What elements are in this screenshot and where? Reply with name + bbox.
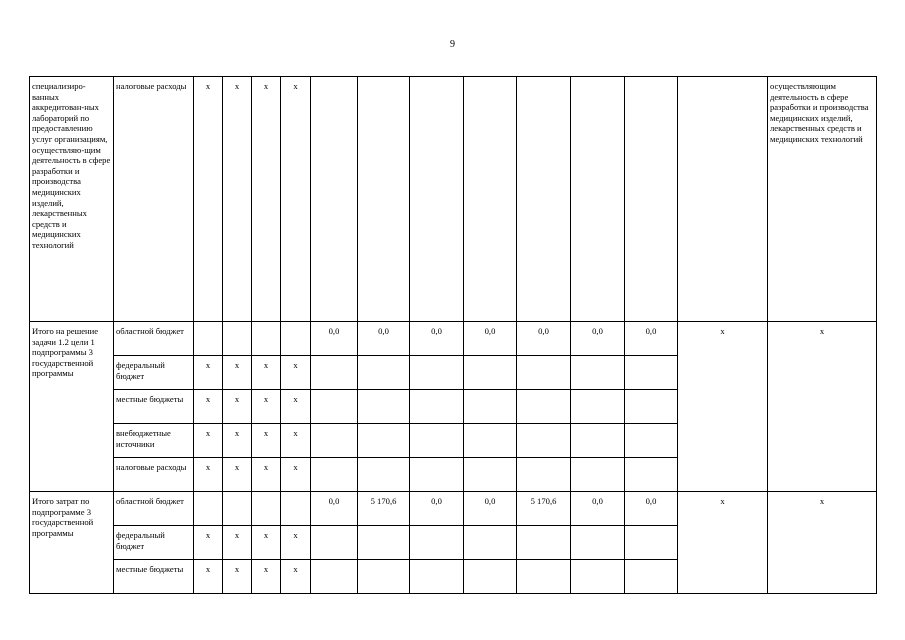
value-cell [625, 458, 678, 492]
value-cell: 0,0 [311, 492, 358, 526]
x-mark-cell: x [194, 390, 223, 424]
value-cell [358, 356, 410, 390]
x-mark-cell: x [194, 77, 223, 322]
value-cell [358, 77, 410, 322]
x-mark-cell: x [223, 390, 252, 424]
value-cell [517, 390, 571, 424]
value-cell [517, 356, 571, 390]
x-mark-cell [281, 322, 311, 356]
table-row-specialized-labs [30, 77, 877, 322]
value-cell [571, 424, 625, 458]
value-cell [464, 526, 517, 560]
x-mark-cell: x [252, 458, 281, 492]
value-cell [517, 424, 571, 458]
value-cell [410, 424, 464, 458]
funding-source-cell: местные бюджеты [114, 560, 194, 594]
value-cell: 0,0 [358, 322, 410, 356]
x-mark-cell: x [678, 492, 768, 594]
value-cell [311, 526, 358, 560]
value-cell [571, 526, 625, 560]
value-cell [410, 77, 464, 322]
value-cell [311, 356, 358, 390]
value-cell [571, 390, 625, 424]
budget-table [29, 76, 877, 594]
value-cell [410, 526, 464, 560]
funding-source-cell: областной бюджет [114, 492, 194, 526]
x-mark-cell [223, 322, 252, 356]
measure-name-cell: специализиро-ванных аккредитован-ных лабораторий по предоставлению услуг организациям, осуществляю-щим деятельность в сфере разработки и производства медицинских изделий, лекарственных средств и медицинских технологий [30, 77, 114, 322]
value-cell [311, 424, 358, 458]
value-cell: 0,0 [464, 322, 517, 356]
value-cell [625, 77, 678, 322]
value-cell [358, 526, 410, 560]
x-mark-cell [252, 492, 281, 526]
page-number: 9 [450, 39, 455, 50]
value-cell [358, 458, 410, 492]
value-cell: 5 170,6 [358, 492, 410, 526]
value-cell [571, 458, 625, 492]
x-mark-cell [252, 322, 281, 356]
value-cell [464, 77, 517, 322]
value-cell [464, 390, 517, 424]
x-mark-cell: x [194, 560, 223, 594]
x-mark-cell: x [281, 356, 311, 390]
value-cell [625, 526, 678, 560]
value-cell [625, 390, 678, 424]
x-mark-cell: x [194, 356, 223, 390]
funding-source-cell: федеральный бюджет [114, 356, 194, 390]
table-row-task-total [30, 322, 877, 356]
x-mark-cell [194, 322, 223, 356]
x-mark-cell: x [223, 560, 252, 594]
x-mark-cell: x [281, 526, 311, 560]
x-mark-cell: x [281, 390, 311, 424]
x-mark-cell: x [768, 322, 877, 492]
funding-source-cell: налоговые расходы [114, 77, 194, 322]
value-cell [517, 458, 571, 492]
value-cell [358, 560, 410, 594]
funding-source-cell: налоговые расходы [114, 458, 194, 492]
value-cell [464, 458, 517, 492]
value-cell [311, 560, 358, 594]
x-mark-cell: x [252, 356, 281, 390]
value-cell [410, 390, 464, 424]
value-cell: 0,0 [571, 492, 625, 526]
value-cell [464, 424, 517, 458]
x-mark-cell: x [281, 458, 311, 492]
value-cell [571, 560, 625, 594]
x-mark-cell: x [223, 424, 252, 458]
result-cell: осуществляющим деятельность в сфере разработки и производства медицинских изделий, лекарственных средств и медицинских технологий [768, 77, 877, 322]
value-cell [410, 356, 464, 390]
value-cell: 0,0 [410, 492, 464, 526]
x-mark-cell: x [194, 424, 223, 458]
value-cell [625, 424, 678, 458]
value-cell [464, 560, 517, 594]
x-mark-cell: x [252, 560, 281, 594]
x-mark-cell: x [194, 526, 223, 560]
x-mark-cell: x [223, 458, 252, 492]
funding-source-cell: федеральный бюджет [114, 526, 194, 560]
task-total-name-cell: Итого на решение задачи 1.2 цели 1 подпрограммы 3 государственной программы [30, 322, 114, 492]
value-cell [410, 458, 464, 492]
x-mark-cell [223, 492, 252, 526]
value-cell [358, 390, 410, 424]
value-cell: 0,0 [571, 322, 625, 356]
table-row-program-total [30, 492, 877, 526]
x-mark-cell: x [281, 77, 311, 322]
x-mark-cell [281, 492, 311, 526]
value-cell [517, 77, 571, 322]
x-mark-cell: x [768, 492, 877, 594]
x-mark-cell: x [223, 526, 252, 560]
x-mark-cell [194, 492, 223, 526]
value-cell: 0,0 [410, 322, 464, 356]
x-mark-cell: x [223, 77, 252, 322]
x-mark-cell: x [252, 77, 281, 322]
value-cell [410, 560, 464, 594]
value-cell: 0,0 [464, 492, 517, 526]
value-cell: 5 170,6 [517, 492, 571, 526]
value-cell [311, 390, 358, 424]
x-mark-cell: x [252, 424, 281, 458]
value-cell [311, 458, 358, 492]
value-cell [358, 424, 410, 458]
x-mark-cell: x [281, 560, 311, 594]
x-mark-cell: x [223, 356, 252, 390]
value-cell [625, 560, 678, 594]
x-mark-cell: x [252, 390, 281, 424]
value-cell [571, 77, 625, 322]
value-cell [464, 356, 517, 390]
x-mark-cell: x [252, 526, 281, 560]
value-cell [571, 356, 625, 390]
x-mark-cell: x [678, 322, 768, 492]
value-cell [625, 356, 678, 390]
program-total-name-cell: Итого затрат по подпрограмме 3 государственной программы [30, 492, 114, 594]
funding-source-cell: областной бюджет [114, 322, 194, 356]
value-cell: 0,0 [625, 492, 678, 526]
value-cell [678, 77, 768, 322]
x-mark-cell: x [281, 424, 311, 458]
value-cell [311, 77, 358, 322]
value-cell: 0,0 [311, 322, 358, 356]
value-cell: 0,0 [625, 322, 678, 356]
value-cell [517, 560, 571, 594]
value-cell: 0,0 [517, 322, 571, 356]
value-cell [517, 526, 571, 560]
funding-source-cell: внебюджетные источники [114, 424, 194, 458]
funding-source-cell: местные бюджеты [114, 390, 194, 424]
x-mark-cell: x [194, 458, 223, 492]
